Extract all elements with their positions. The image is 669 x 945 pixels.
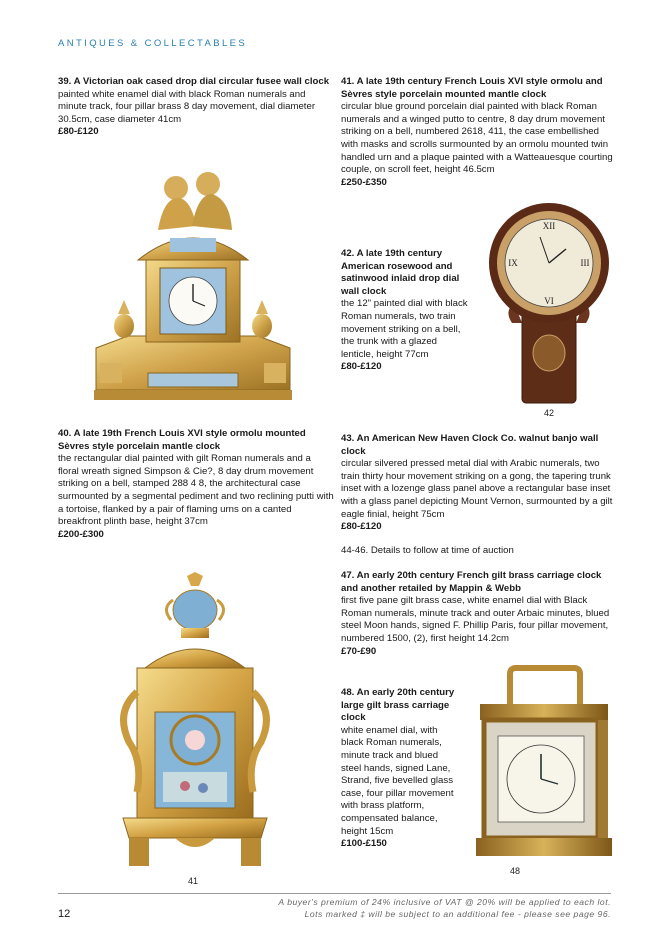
- lot-description: circular blue ground porcelain dial painted with black Roman numerals and a winged putto to centre, 8 day drum movement striking on a bell, numbered 2618, 411, the case embellished with masks and scrolls surmounted by an ormolu mounted twin handled urn and a plaque painted with a Watteauesque courting couple, on scroll feet, height 46.5cm: [341, 101, 613, 176]
- lot-title: 40. A late 19th French Louis XVI style ormolu mounted Sèvres style porcelain mantle clock: [58, 428, 306, 452]
- image-caption-41: 41: [188, 876, 199, 886]
- lot-description: white enamel dial, with black Roman numerals, minute track and blued steel hands, signed Lane, Strand, five bevelled glass case, four pillar movement with brass platform, compensated balance, height 15cm: [341, 724, 454, 837]
- lot-estimate: £80-£120: [341, 361, 382, 373]
- svg-text:IX: IX: [508, 258, 518, 268]
- lot-estimate: £80-£120: [58, 126, 99, 138]
- lot-42-clock-image: [484, 203, 614, 408]
- lot-description: the rectangular dial painted with gilt Roman numerals and a floral wreath signed Simpson & Cie?, 8 day drum movement striking on a bell, stamped 288 4 8, the architectural case surmounted by a segmental pediment and two reclining putti with a tortoise, flanked by a pair of flaming urns on a canted breakfront plinth base, height 37cm: [58, 453, 334, 528]
- lot-estimate: £250-£350: [341, 176, 387, 188]
- lot-41: [341, 76, 613, 189]
- lot-description: painted white enamel dial with black Roman numerals and minute track, four pillar brass 8 day movement, dial diameter 30.5cm, case diameter 41cm: [58, 88, 316, 125]
- lot-title: 43. An American New Haven Clock Co. walnut banjo wall clock: [341, 433, 599, 457]
- lot-estimate: £70-£90: [341, 645, 377, 657]
- lot-estimate: £80-£120: [341, 521, 382, 533]
- lot-estimate: £100-£150: [341, 838, 387, 850]
- lot-47: [341, 570, 613, 658]
- lot-title: 39. A Victorian oak cased drop dial circular fusee wall clock: [58, 76, 330, 87]
- svg-text:XII: XII: [542, 221, 556, 231]
- image-caption-48: 48: [510, 866, 521, 876]
- lots-44-46-note: [341, 545, 613, 558]
- section-header: ANTIQUES & COLLECTABLES: [58, 38, 248, 49]
- footnote-line-1: A buyer's premium of 24% inclusive of VAT @ 20% will be applied to each lot.: [278, 897, 611, 907]
- lot-title: 48. An early 20th century large gilt brass carriage clock: [341, 687, 455, 724]
- lot-40: [58, 428, 334, 541]
- lot-48-clock-image: [470, 664, 615, 860]
- page-number: 12: [58, 908, 71, 920]
- buyers-premium-note: [278, 897, 611, 920]
- lot-description: the 12" painted dial with black Roman numerals, two train movement striking on a bell, the trunk with a glazed lenticle, height 77cm: [341, 298, 468, 360]
- lot-description: circular silvered pressed metal dial with Arabic numerals, two train thirty hour movement striking on a gong, the tapering trunk inset with a lozenge glass panel above a rectangular base inset with a glass panel depicting Mount Vernon, surmounted by a gilt eagle finial, height 75cm: [341, 458, 613, 520]
- svg-text:VI: VI: [544, 296, 554, 306]
- lot-title: 42. A late 19th century American rosewood and satinwood inlaid drop dial wall clock: [341, 248, 460, 297]
- lot-42: [341, 248, 471, 374]
- lot-description: first five pane gilt brass case, white enamel dial with Black Roman numerals, minute track and outer Arbaic minutes, blued steel Moon hands, signed F. Phillip Paris, four pillar movement, numbered 1500, (2), first height 14.2cm: [341, 595, 610, 644]
- lot-title: 47. An early 20th century French gilt brass carriage clock and another retailed by Mappin & Webb: [341, 570, 602, 594]
- lot-title: 41. A late 19th century French Louis XVI style ormolu and Sèvres style porcelain mounted mantle clock: [341, 76, 603, 100]
- lot-41-clock-image: [115, 572, 275, 872]
- lot-39: [58, 76, 330, 139]
- lot-estimate: £200-£300: [58, 528, 104, 540]
- lot-43: [341, 433, 613, 534]
- svg-text:III: III: [580, 258, 590, 268]
- lot-40-clock-image: [88, 168, 298, 408]
- lot-48: [341, 687, 459, 851]
- lot-note: 44-46. Details to follow at time of auction: [341, 545, 514, 556]
- footnote-line-2: Lots marked ‡ will be subject to an additional fee - please see page 96.: [304, 908, 611, 919]
- footer-divider: [58, 893, 611, 894]
- image-caption-42: 42: [544, 408, 555, 418]
